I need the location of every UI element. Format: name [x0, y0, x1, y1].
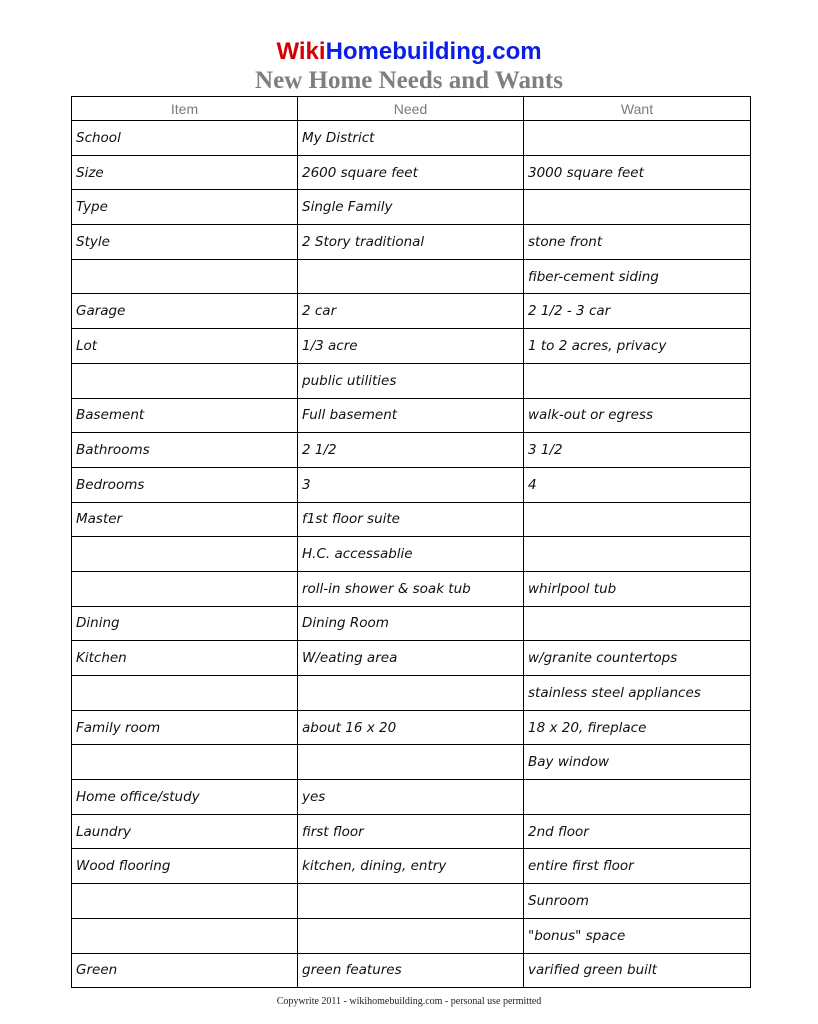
table-row	[72, 814, 751, 849]
want-cell	[524, 537, 751, 572]
want-cell: 2nd floor	[524, 814, 751, 849]
item-cell: Garage	[72, 294, 298, 329]
need-cell: 2 car	[298, 294, 524, 329]
want-cell: 1 to 2 acres, privacy	[524, 329, 751, 364]
item-cell: Bathrooms	[72, 433, 298, 468]
want-cell: w/granite countertops	[524, 641, 751, 676]
need-cell	[298, 884, 524, 919]
site-title-wiki: Wiki	[276, 38, 326, 65]
need-cell: H.C. accessablie	[298, 537, 524, 572]
item-cell: Green	[72, 953, 298, 988]
table-row	[72, 641, 751, 676]
want-cell	[524, 121, 751, 156]
item-cell	[72, 884, 298, 919]
need-cell: Dining Room	[298, 606, 524, 641]
need-cell: 1/3 acre	[298, 329, 524, 364]
table-row	[72, 918, 751, 953]
item-cell	[72, 571, 298, 606]
item-cell: Dining	[72, 606, 298, 641]
need-cell: kitchen, dining, entry	[298, 849, 524, 884]
need-cell: W/eating area	[298, 641, 524, 676]
site-title	[0, 38, 818, 66]
table-row	[72, 190, 751, 225]
needs-wants-table	[71, 96, 751, 988]
item-cell: Home office/study	[72, 780, 298, 815]
want-cell: varified green built	[524, 953, 751, 988]
want-cell: entire first floor	[524, 849, 751, 884]
want-cell: "bonus" space	[524, 918, 751, 953]
table-row	[72, 606, 751, 641]
table-row	[72, 884, 751, 919]
item-cell	[72, 676, 298, 711]
item-cell: Size	[72, 155, 298, 190]
need-cell: 3	[298, 467, 524, 502]
item-cell	[72, 745, 298, 780]
want-cell: 2 1/2 - 3 car	[524, 294, 751, 329]
table-row	[72, 571, 751, 606]
want-cell	[524, 606, 751, 641]
need-cell	[298, 745, 524, 780]
table-row	[72, 433, 751, 468]
want-cell: 4	[524, 467, 751, 502]
table-row	[72, 398, 751, 433]
item-cell: Bedrooms	[72, 467, 298, 502]
want-cell: 18 x 20, fireplace	[524, 710, 751, 745]
need-cell: 2600 square feet	[298, 155, 524, 190]
item-cell: Family room	[72, 710, 298, 745]
table-row	[72, 467, 751, 502]
item-cell: Type	[72, 190, 298, 225]
footer-copyright: Copywrite 2011 - wikihomebuilding.com - personal use permitted	[276, 996, 542, 1007]
want-cell: Bay window	[524, 745, 751, 780]
need-cell: f1st floor suite	[298, 502, 524, 537]
want-cell: 3000 square feet	[524, 155, 751, 190]
table-row	[72, 363, 751, 398]
want-cell	[524, 363, 751, 398]
site-title-homebuilding: Homebuilding.com	[325, 38, 542, 65]
table-row	[72, 294, 751, 329]
header-row	[72, 97, 751, 121]
want-cell: stone front	[524, 225, 751, 260]
need-cell	[298, 259, 524, 294]
column-header-want: Want	[524, 97, 751, 121]
need-cell: about 16 x 20	[298, 710, 524, 745]
need-cell: green features	[298, 953, 524, 988]
need-cell: 2 1/2	[298, 433, 524, 468]
need-cell: roll-in shower & soak tub	[298, 571, 524, 606]
document-title: New Home Needs and Wants	[255, 67, 563, 94]
table-row	[72, 155, 751, 190]
want-cell	[524, 190, 751, 225]
need-cell: first floor	[298, 814, 524, 849]
item-cell	[72, 363, 298, 398]
column-header-item: Item	[72, 97, 298, 121]
need-cell: Full basement	[298, 398, 524, 433]
item-cell: Kitchen	[72, 641, 298, 676]
item-cell	[72, 259, 298, 294]
table-row	[72, 953, 751, 988]
item-cell	[72, 918, 298, 953]
item-cell: Lot	[72, 329, 298, 364]
want-cell: whirlpool tub	[524, 571, 751, 606]
want-cell: fiber-cement siding	[524, 259, 751, 294]
item-cell	[72, 537, 298, 572]
table-row	[72, 502, 751, 537]
item-cell: Wood flooring	[72, 849, 298, 884]
table-row	[72, 780, 751, 815]
item-cell: Laundry	[72, 814, 298, 849]
table-row	[72, 225, 751, 260]
column-header-need: Need	[298, 97, 524, 121]
want-cell: 3 1/2	[524, 433, 751, 468]
need-cell: yes	[298, 780, 524, 815]
want-cell	[524, 780, 751, 815]
need-cell: Single Family	[298, 190, 524, 225]
need-cell: 2 Story traditional	[298, 225, 524, 260]
table-row	[72, 259, 751, 294]
table-row	[72, 849, 751, 884]
table-row	[72, 710, 751, 745]
need-cell: public utilities	[298, 363, 524, 398]
table-row	[72, 329, 751, 364]
table-row	[72, 745, 751, 780]
want-cell	[524, 502, 751, 537]
need-cell: My District	[298, 121, 524, 156]
table-row	[72, 676, 751, 711]
want-cell: Sunroom	[524, 884, 751, 919]
need-cell	[298, 676, 524, 711]
want-cell: walk-out or egress	[524, 398, 751, 433]
item-cell: Master	[72, 502, 298, 537]
item-cell: Basement	[72, 398, 298, 433]
need-cell	[298, 918, 524, 953]
table-row	[72, 121, 751, 156]
item-cell: Style	[72, 225, 298, 260]
want-cell: stainless steel appliances	[524, 676, 751, 711]
item-cell: School	[72, 121, 298, 156]
table-row	[72, 537, 751, 572]
